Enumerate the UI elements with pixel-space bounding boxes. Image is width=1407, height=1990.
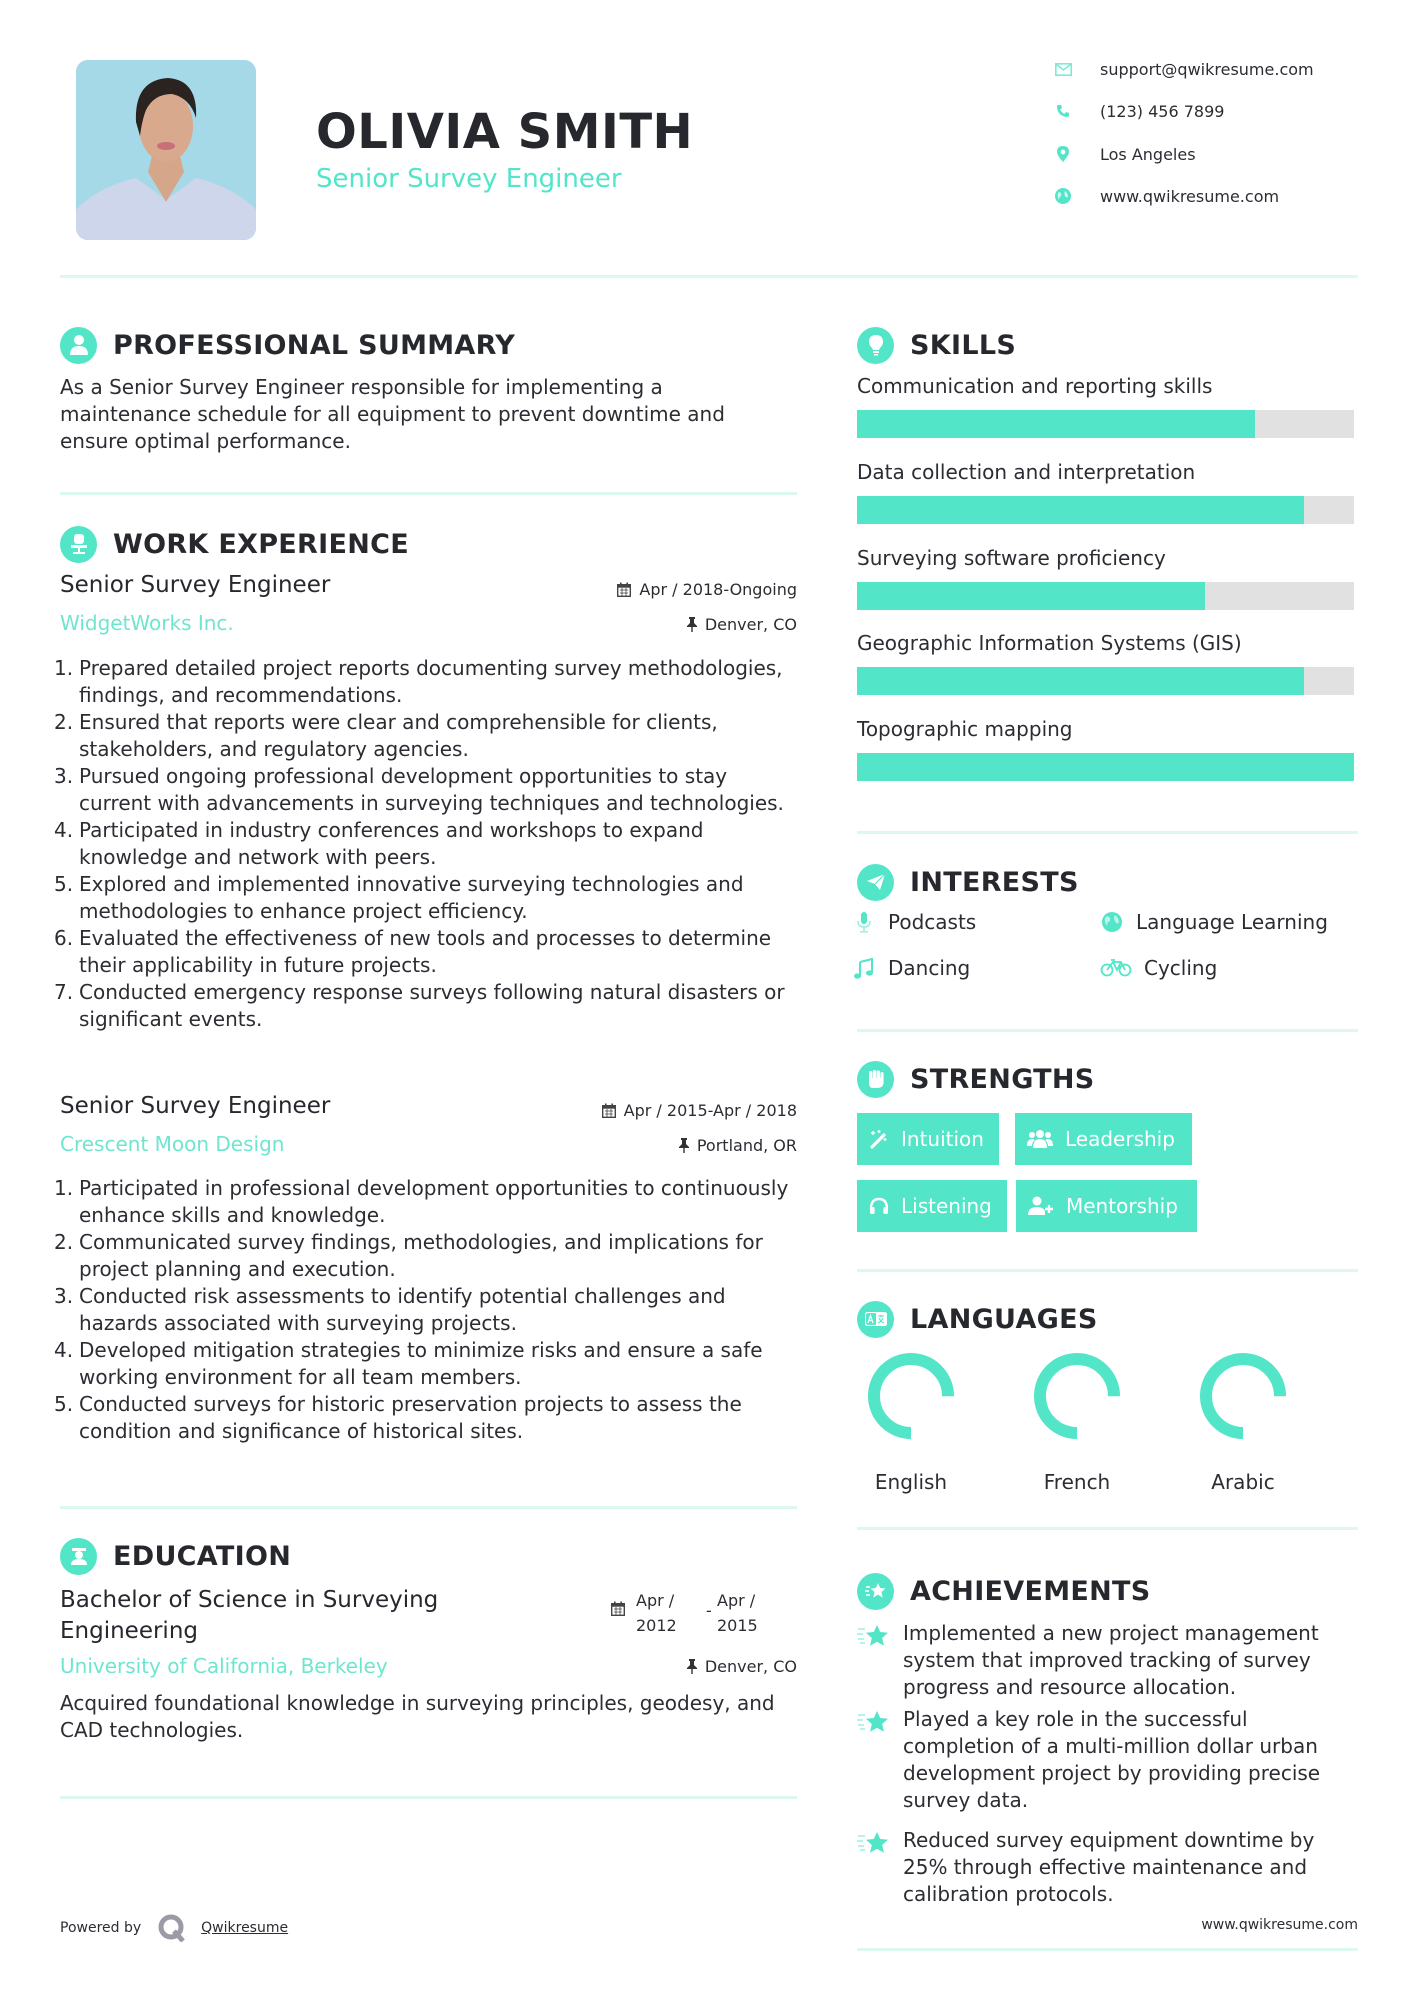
job-2-bullet: 2. Communicated survey findings, methodologies, and implications for project planning and execution.	[54, 1230, 763, 1281]
users-icon	[1027, 1129, 1053, 1149]
work-heading	[60, 524, 409, 564]
skill-label: Geographic Information Systems (GIS)	[857, 631, 1242, 655]
job-1-title: Senior Survey Engineer	[60, 572, 331, 598]
fist-icon	[857, 1061, 894, 1098]
education-start: Apr / 2012	[636, 1591, 677, 1635]
language-item-arabic	[1188, 1350, 1298, 1494]
interest-item: Cycling	[1100, 956, 1217, 980]
powered-by-label: Powered by	[60, 1920, 142, 1936]
language-item-french	[1022, 1350, 1132, 1494]
job-1-company: WidgetWorks Inc.	[60, 611, 234, 635]
education-divider	[60, 1796, 797, 1799]
interests-heading	[857, 862, 1079, 902]
work-divider	[60, 1506, 797, 1509]
pushpin-icon	[679, 1138, 689, 1153]
headphones-icon	[869, 1197, 889, 1215]
paper-plane-icon	[857, 864, 894, 901]
work-title: WORK EXPERIENCE	[113, 528, 409, 560]
job-1-bullet: 3. Pursued ongoing professional development opportunities to stay current with advancements in surveying techniques and technologies.	[54, 764, 784, 815]
pushpin-icon	[687, 617, 697, 632]
skill-bar	[857, 582, 1354, 610]
school-name: University of California, Berkeley	[60, 1654, 388, 1678]
summary-title: PROFESSIONAL SUMMARY	[113, 329, 516, 361]
interest-item: Dancing	[852, 956, 970, 980]
job-2-title: Senior Survey Engineer	[60, 1093, 331, 1119]
profile-photo	[76, 60, 256, 240]
contact-phone-text: (123) 456 7899	[1100, 101, 1225, 121]
microphone-icon	[852, 910, 876, 934]
contact-website-text: www.qwikresume.com	[1100, 186, 1280, 206]
skill-item	[857, 631, 1354, 695]
job-1-bullet: 4. Participated in industry conferences and workshops to expand knowledge and network with peers.	[54, 818, 704, 869]
language-progress-ring	[865, 1350, 957, 1442]
strength-chip-listening: Listening	[857, 1180, 1007, 1232]
magic-wand-icon	[869, 1129, 889, 1149]
job-1-bullet: 2. Ensured that reports were clear and comprehensible for clients, stakeholders, and regulatory agencies.	[54, 710, 718, 761]
interests-title: INTERESTS	[910, 866, 1079, 898]
job-1-bullet: 5. Explored and implemented innovative surveying technologies and methodologies to enhance project efficiency.	[54, 872, 744, 923]
strength-chip-mentorship: Mentorship	[1016, 1180, 1197, 1232]
job-1-location: Denver, CO	[497, 615, 797, 634]
education-date-separator: -	[706, 1601, 712, 1620]
achievements-heading	[857, 1571, 1151, 1611]
interests-divider	[857, 1029, 1358, 1032]
calendar-icon	[602, 1103, 616, 1118]
job-1-bullet: 1. Prepared detailed project reports documenting survey methodologies, findings, and recommendations.	[54, 656, 783, 707]
candidate-title: Senior Survey Engineer	[316, 164, 622, 194]
interest-item: Podcasts	[852, 910, 976, 934]
job-2-bullet: 5. Conducted surveys for historic preservation projects to assess the condition and significance of historical sites.	[54, 1392, 742, 1443]
phone-icon	[1054, 102, 1072, 120]
translate-icon	[857, 1301, 894, 1338]
calendar-icon	[611, 1601, 625, 1620]
job-1-dates: Apr / 2018-Ongoing	[497, 580, 797, 599]
contact-location	[1054, 142, 1374, 166]
job-2-location: Portland, OR	[497, 1136, 797, 1155]
portrait-image	[76, 60, 256, 240]
job-2-bullet: 4. Developed mitigation strategies to minimize risks and ensure a safe working environment for all team members.	[54, 1338, 763, 1389]
user-icon	[60, 327, 97, 364]
skill-bar-fill	[857, 496, 1304, 524]
contact-email[interactable]	[1054, 57, 1374, 81]
skill-label: Surveying software proficiency	[857, 546, 1166, 570]
powered-by	[60, 1915, 288, 1941]
skill-bar-fill	[857, 582, 1205, 610]
skill-bar-fill	[857, 410, 1255, 438]
language-progress-ring	[1031, 1350, 1123, 1442]
strengths-title: STRENGTHS	[910, 1063, 1095, 1095]
languages-divider	[857, 1527, 1358, 1530]
footer-divider	[857, 1948, 1358, 1951]
strengths-divider	[857, 1269, 1358, 1272]
language-label: Arabic	[1211, 1470, 1275, 1494]
strengths-heading	[857, 1059, 1095, 1099]
degree-title: Bachelor of Science in Surveying Engineering	[60, 1587, 439, 1644]
bicycle-icon	[1100, 956, 1132, 980]
education-end: Apr / 2015	[717, 1591, 758, 1635]
summary-heading	[60, 325, 515, 365]
skills-title: SKILLS	[910, 329, 1017, 361]
skill-bar	[857, 410, 1354, 438]
chair-icon	[60, 526, 97, 563]
job-2-dates: Apr / 2015-Apr / 2018	[497, 1101, 797, 1120]
education-location: Denver, CO	[497, 1657, 797, 1676]
summary-divider	[60, 492, 797, 495]
education-heading	[60, 1536, 291, 1576]
job-1-bullet: 6. Evaluated the effectiveness of new tools and processes to determine their applicability in future projects.	[54, 926, 772, 977]
strength-chip-leadership: Leadership	[1015, 1113, 1192, 1165]
job-2-bullet: 1. Participated in professional development opportunities to continuously enhance skills and knowledge.	[54, 1176, 789, 1227]
pushpin-icon	[687, 1659, 697, 1674]
achievement-item: Played a key role in the successful completion of a multi-million dollar urban development project by providing precise survey data.	[857, 1706, 1357, 1814]
skill-bar	[857, 496, 1354, 524]
achievement-item: Implemented a new project management system that improved tracking of survey progress and resource allocation.	[857, 1620, 1357, 1701]
qwikresume-link[interactable]: Qwikresume	[201, 1920, 289, 1936]
summary-text: As a Senior Survey Engineer responsible for implementing a maintenance schedule for all equipment to prevent downtime and ensure optimal performance.	[60, 375, 725, 453]
star-badge-icon	[857, 1573, 894, 1610]
education-dates	[611, 1588, 797, 1635]
skill-item	[857, 460, 1354, 524]
achievements-title: ACHIEVEMENTS	[910, 1575, 1151, 1607]
education-title: EDUCATION	[113, 1540, 292, 1572]
skill-bar-fill	[857, 753, 1354, 781]
header-divider	[60, 275, 1358, 278]
job-1-bullets	[54, 655, 797, 1033]
calendar-icon	[617, 582, 631, 597]
globe-icon	[1054, 187, 1072, 205]
skill-label: Data collection and interpretation	[857, 460, 1196, 484]
language-label: English	[874, 1470, 948, 1494]
education-description: Acquired foundational knowledge in surveying principles, geodesy, and CAD technologies.	[60, 1691, 775, 1742]
footer-website[interactable]: www.qwikresume.com	[1201, 1917, 1358, 1933]
skill-label: Topographic mapping	[857, 717, 1073, 741]
skills-heading	[857, 325, 1016, 365]
qwikresume-logo-icon	[157, 1914, 187, 1942]
language-progress-ring	[1197, 1350, 1289, 1442]
contact-location-text: Los Angeles	[1100, 144, 1196, 164]
language-item-english	[856, 1350, 966, 1494]
job-2-bullets	[54, 1175, 797, 1445]
email-icon	[1054, 60, 1072, 78]
job-2-company: Crescent Moon Design	[60, 1132, 285, 1156]
candidate-name: OLIVIA SMITH	[316, 104, 694, 160]
languages-heading	[857, 1299, 1098, 1339]
skill-item	[857, 374, 1354, 438]
strength-chip-intuition: Intuition	[857, 1113, 999, 1165]
skill-label: Communication and reporting skills	[857, 374, 1213, 398]
skills-divider	[857, 831, 1358, 834]
contact-phone[interactable]	[1054, 99, 1374, 123]
music-note-icon	[852, 956, 876, 980]
skill-item	[857, 546, 1354, 610]
languages-title: LANGUAGES	[910, 1303, 1098, 1335]
job-2-bullet: 3. Conducted risk assessments to identify potential challenges and hazards associated with surveying projects.	[54, 1284, 726, 1335]
star-icon	[857, 1706, 893, 1814]
star-icon	[857, 1620, 893, 1701]
user-plus-icon	[1028, 1196, 1054, 1216]
skill-bar	[857, 667, 1354, 695]
skill-bar	[857, 753, 1354, 781]
location-icon	[1054, 145, 1072, 163]
star-icon	[857, 1827, 893, 1908]
skill-bar-fill	[857, 667, 1304, 695]
interest-item: Language Learning	[1100, 910, 1328, 934]
lightbulb-icon	[857, 327, 894, 364]
contact-website[interactable]	[1054, 184, 1374, 208]
globe-icon	[1100, 910, 1124, 934]
achievement-item: Reduced survey equipment downtime by 25% through effective maintenance and calibration protocols.	[857, 1827, 1357, 1908]
skill-item	[857, 717, 1354, 781]
contact-email-text: support@qwikresume.com	[1100, 59, 1314, 79]
language-label: French	[1043, 1470, 1111, 1494]
graduate-icon	[60, 1538, 97, 1575]
job-1-bullet: 7. Conducted emergency response surveys following natural disasters or significant events.	[54, 980, 785, 1031]
